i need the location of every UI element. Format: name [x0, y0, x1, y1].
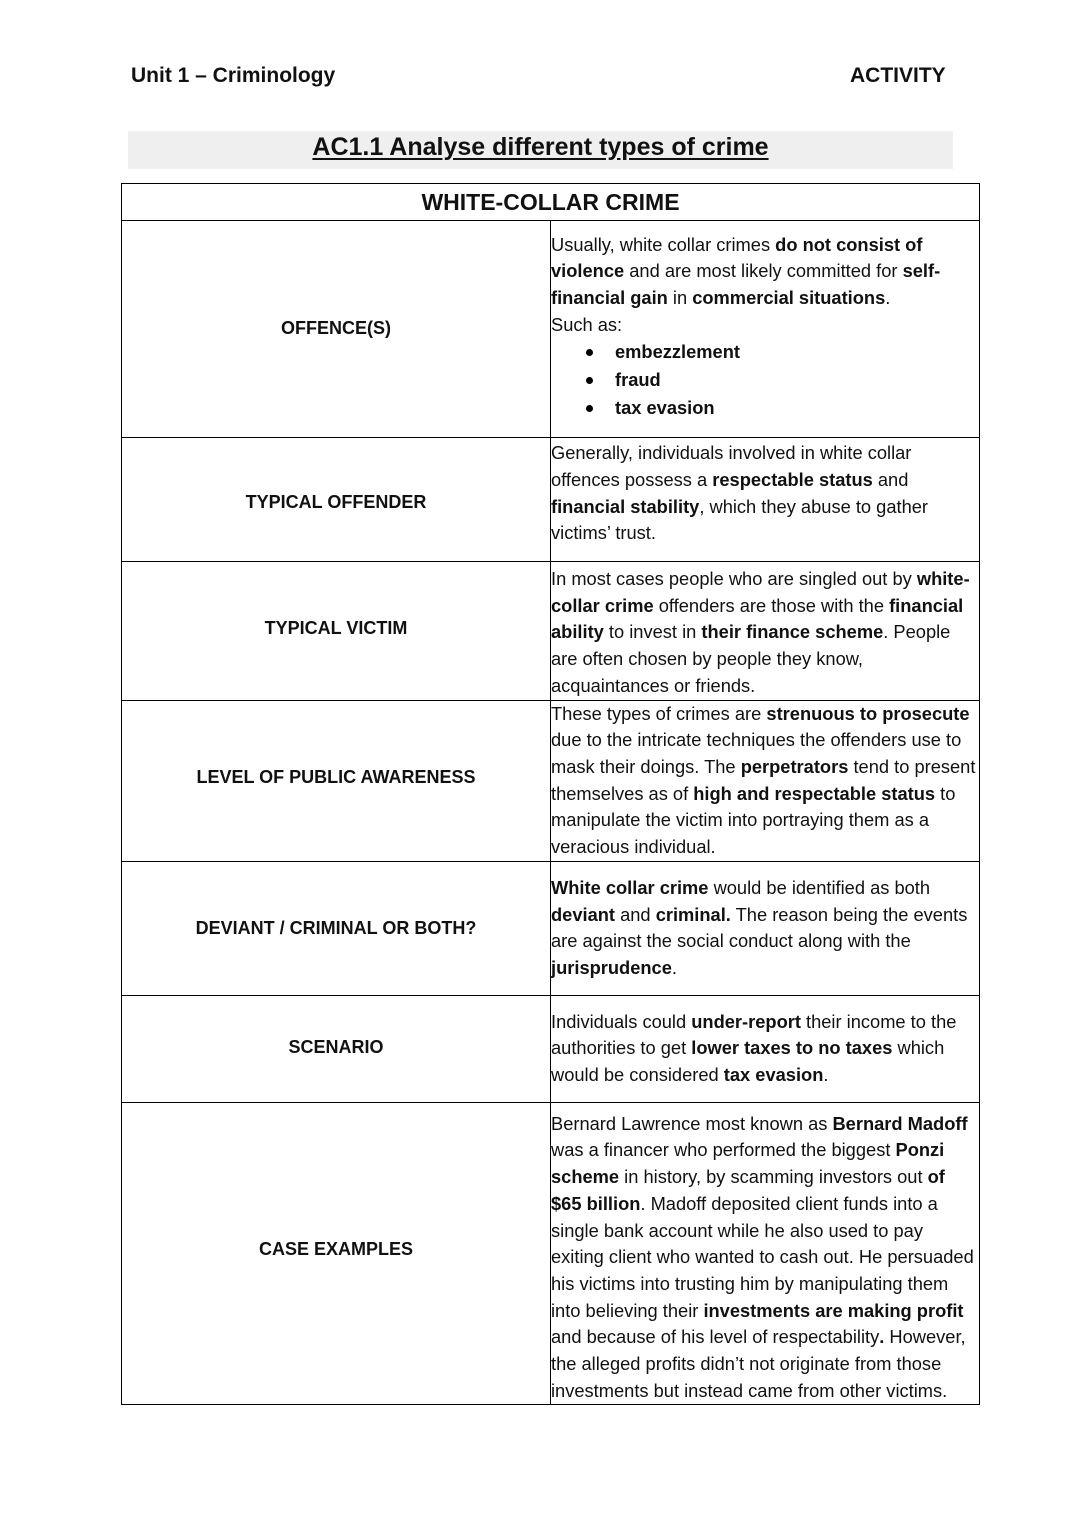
row-label [122, 438, 551, 562]
table-row [122, 221, 980, 438]
table-row [122, 438, 980, 562]
row-content [551, 700, 980, 861]
row-label: SCENARIO [122, 995, 551, 1102]
bold-text: under-report [691, 1010, 801, 1032]
row-text: Bernard Lawrence most known as Bernard Madoff was a financer who performed the biggest Ponzi scheme in history, by scamming investors out of $65 billion. Madoff deposited client funds into a single bank account while he also used to pay exiting client who wanted to cash out. He persuaded his victims into trusting him by manipulating them into believing their investments are making profit and because of his level of respectability. However, the alleged profits didn’t not originate from those investments but instead came from other victims. [551, 1112, 974, 1401]
row-label: LEVEL OF PUBLIC AWARENESS [122, 700, 551, 861]
title-band [128, 131, 953, 169]
bold-text: respectable status [712, 468, 873, 490]
bold-text: lower taxes to no taxes [691, 1037, 893, 1059]
row-label-text: TYPICAL OFFENDER [245, 492, 427, 513]
row-text: Individuals could under-report their income to the authorities to get lower taxes to no taxes which would be considered tax evasion. [551, 1010, 957, 1086]
bold-text: perpetrators [740, 755, 849, 777]
row-content [551, 995, 980, 1102]
row-text: In most cases people who are singled out by white-collar crime offenders are those with the financial ability to invest in their finance scheme. People are often chosen by people they know, acquaintances or friends. [551, 568, 970, 696]
row-label: DEVIANT / CRIMINAL OR BOTH? [122, 861, 551, 995]
row-label: TYPICAL VICTIM [122, 562, 551, 701]
offence-intro: Usually, white collar crimes do not consist of violence and are most likely committed for self-financial gain in commercial situations. [551, 233, 941, 308]
table-row [122, 562, 980, 701]
table-row [122, 700, 980, 861]
row-content [551, 438, 980, 562]
bold-text: their finance scheme [701, 621, 884, 643]
bold-text: of $65 billion [551, 1166, 945, 1214]
row-content [551, 1102, 980, 1405]
bold-text: deviant [551, 903, 616, 925]
bold-text: Ponzi scheme [551, 1139, 945, 1188]
activity-label: ACTIVITY [850, 64, 946, 87]
bold-text: White collar crime [551, 876, 709, 898]
bold-text: commercial situations [692, 287, 886, 308]
bold-text: criminal. [655, 903, 731, 925]
page-title: AC1.1 Analyse different types of crime [312, 133, 769, 161]
row-content [551, 221, 980, 438]
row-content [551, 562, 980, 701]
table-row [122, 1102, 980, 1405]
offence-such-as: Such as: [551, 313, 623, 335]
bold-text: financial ability [551, 594, 964, 643]
row-label: CASE EXAMPLES [122, 1102, 551, 1405]
bold-text: do not consist of violence [551, 233, 923, 282]
bold-text: investments are making profit [703, 1299, 964, 1321]
list-item: embezzlement [615, 338, 979, 366]
row-label: OFFENCE(S) [122, 221, 551, 438]
table-row [122, 861, 980, 995]
row-content [551, 861, 980, 995]
row-text: These types of crimes are strenuous to prosecute due to the intricate techniques the offenders use to mask their doings. The perpetrators tend to present themselves as of high and respectable status to manipulate the victim into portraying them as a veracious individual. [551, 702, 976, 858]
bold-text: jurisprudence [551, 956, 672, 978]
offence-list [551, 338, 979, 422]
list-item: fraud [615, 366, 979, 394]
crime-table [121, 183, 980, 1405]
bold-text: Bernard Madoff [832, 1112, 968, 1134]
list-item: tax evasion [615, 394, 979, 422]
bold-text: financial stability [551, 495, 700, 517]
bold-text: white-collar crime [551, 568, 970, 616]
row-text: Generally, individuals involved in white collar offences possess a respectable status and financial stability, which they abuse to gather victims’ trust. [551, 442, 928, 544]
bold-text: self-financial gain [551, 260, 941, 308]
bold-text: high and respectable status [693, 782, 936, 804]
bold-text: strenuous to prosecute [766, 702, 970, 724]
unit-title: Unit 1 – Criminology [131, 64, 336, 87]
table-heading: WHITE-COLLAR CRIME [122, 184, 980, 221]
bold-text: tax evasion [723, 1064, 824, 1086]
bold-text: . [879, 1326, 885, 1348]
table-row [122, 995, 980, 1102]
row-text: White collar crime would be identified as both deviant and criminal. The reason being the events are against the social conduct along with the jurisprudence. [551, 876, 968, 978]
